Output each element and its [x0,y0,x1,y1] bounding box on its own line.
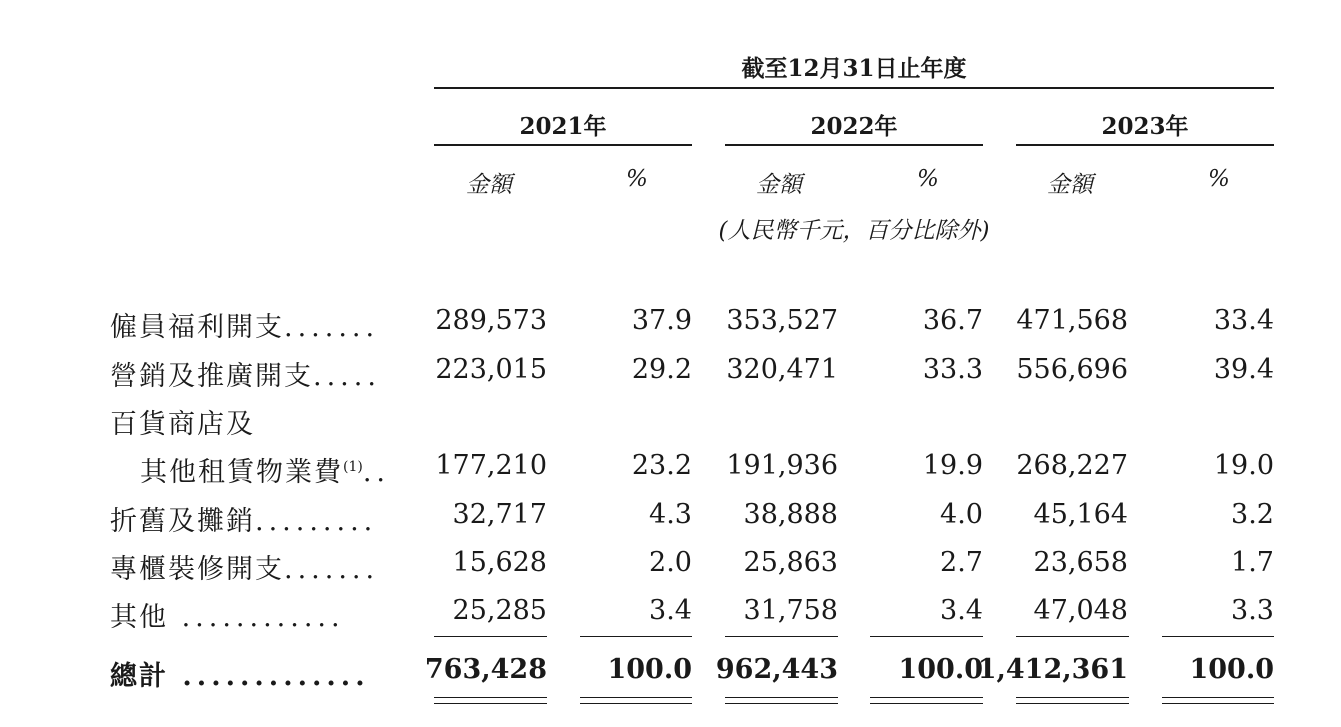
cell-percent-2022: 33.3 [922,354,983,385]
cell-percent-2021: 3.4 [649,595,692,626]
cell-percent-2022: 19.9 [922,450,983,481]
cell-amount-2022: 38,888 [743,499,838,530]
cell-percent-2021: 2.0 [649,547,692,578]
row-label-text: 百貨商店及 [110,409,255,440]
cell-amount-2022: 320,471 [726,354,838,385]
subtotal-rule [1162,636,1274,637]
subtotal-rule [434,636,547,637]
cell-amount-2022: 191,936 [726,450,838,481]
col-percent-2023: % [1208,166,1230,192]
total-percent-2022: 100.0 [898,654,983,685]
leader-dots: ......... [255,506,378,537]
cell-amount-2022: 25,863 [743,547,838,578]
cell-percent-2022: 2.7 [940,547,983,578]
year-2023: 2023年 [1101,113,1189,140]
unit-note: (人民幣千元，百分比除外) [718,218,990,244]
period-header: 截至12月31日止年度 [741,55,967,82]
cell-amount-2022: 353,527 [726,305,838,336]
total-double-rule [1016,703,1129,704]
leader-dots: ..... [313,361,381,392]
row-label-text: 營銷及推廣開支 [110,361,313,392]
cell-amount-2023: 47,048 [1033,595,1128,626]
row-label-text: 折舊及攤銷 [110,506,255,537]
cell-amount-2023: 471,568 [1016,305,1128,336]
leader-dots: ............ [168,602,345,633]
cell-percent-2023: 19.0 [1213,450,1274,481]
cell-percent-2023: 1.7 [1231,547,1274,578]
cell-percent-2023: 39.4 [1213,354,1274,385]
cell-percent-2021: 4.3 [649,499,692,530]
leader-dots: .. [362,457,391,488]
row-label [110,547,379,586]
year-rule-2021 [434,144,692,146]
row-label [110,354,381,393]
col-amount-2023: 金額 [1047,172,1093,198]
row-label [110,305,379,344]
cell-amount-2023: 268,227 [1016,450,1128,481]
total-label [110,654,370,693]
total-label-text: 總計 [110,661,168,692]
total-double-rule [434,697,547,698]
year-2022: 2022年 [810,113,898,140]
row-label [110,499,377,538]
leader-dots: ....... [284,554,380,585]
total-double-rule [870,703,983,704]
leader-dots: ....... [284,312,380,343]
cell-amount-2023: 556,696 [1016,354,1128,385]
cell-percent-2021: 23.2 [631,450,692,481]
total-double-rule [580,703,692,704]
cell-percent-2023: 3.3 [1231,595,1274,626]
col-percent-2022: % [917,166,939,192]
row-label [110,402,255,441]
row-label-text: 其他 [110,602,168,633]
total-amount-2022: 962,443 [715,654,838,685]
total-double-rule [725,703,838,704]
row-label-text: 專櫃裝修開支 [110,554,284,585]
subtotal-rule [1016,636,1129,637]
cell-amount-2022: 31,758 [743,595,838,626]
row-label [140,450,390,489]
cell-amount-2021: 32,717 [452,499,547,530]
total-amount-2023: 1,412,361 [977,654,1128,685]
total-percent-2023: 100.0 [1189,654,1274,685]
cell-amount-2023: 23,658 [1033,547,1128,578]
total-double-rule [1162,703,1274,704]
total-double-rule [1162,697,1274,698]
col-amount-2022: 金額 [756,172,802,198]
row-label-text: 其他租賃物業費 [140,457,343,488]
subtotal-rule [725,636,838,637]
year-rule-2022 [725,144,983,146]
subtotal-rule [580,636,692,637]
cell-percent-2022: 36.7 [922,305,983,336]
total-double-rule [580,697,692,698]
leader-dots: ............. [168,661,370,692]
total-double-rule [725,697,838,698]
total-percent-2021: 100.0 [607,654,692,685]
year-rule-2023 [1016,144,1274,146]
year-2021: 2021年 [519,113,607,140]
footnote-marker: (1) [343,459,363,475]
total-double-rule [1016,697,1129,698]
row-label [110,595,345,634]
cell-percent-2021: 29.2 [631,354,692,385]
cell-percent-2023: 3.2 [1231,499,1274,530]
row-label-text: 僱員福利開支 [110,312,284,343]
subtotal-rule [870,636,983,637]
period-rule [434,87,1274,89]
cell-amount-2021: 289,573 [435,305,547,336]
cell-amount-2021: 25,285 [452,595,547,626]
col-percent-2021: % [626,166,648,192]
cell-percent-2022: 3.4 [940,595,983,626]
col-amount-2021: 金額 [466,172,512,198]
total-double-rule [434,703,547,704]
cell-amount-2021: 223,015 [435,354,547,385]
cell-percent-2022: 4.0 [940,499,983,530]
cell-percent-2023: 33.4 [1213,305,1274,336]
total-amount-2021: 763,428 [424,654,547,685]
cell-percent-2021: 37.9 [631,305,692,336]
cell-amount-2023: 45,164 [1033,499,1128,530]
total-double-rule [870,697,983,698]
cell-amount-2021: 177,210 [435,450,547,481]
cell-amount-2021: 15,628 [452,547,547,578]
